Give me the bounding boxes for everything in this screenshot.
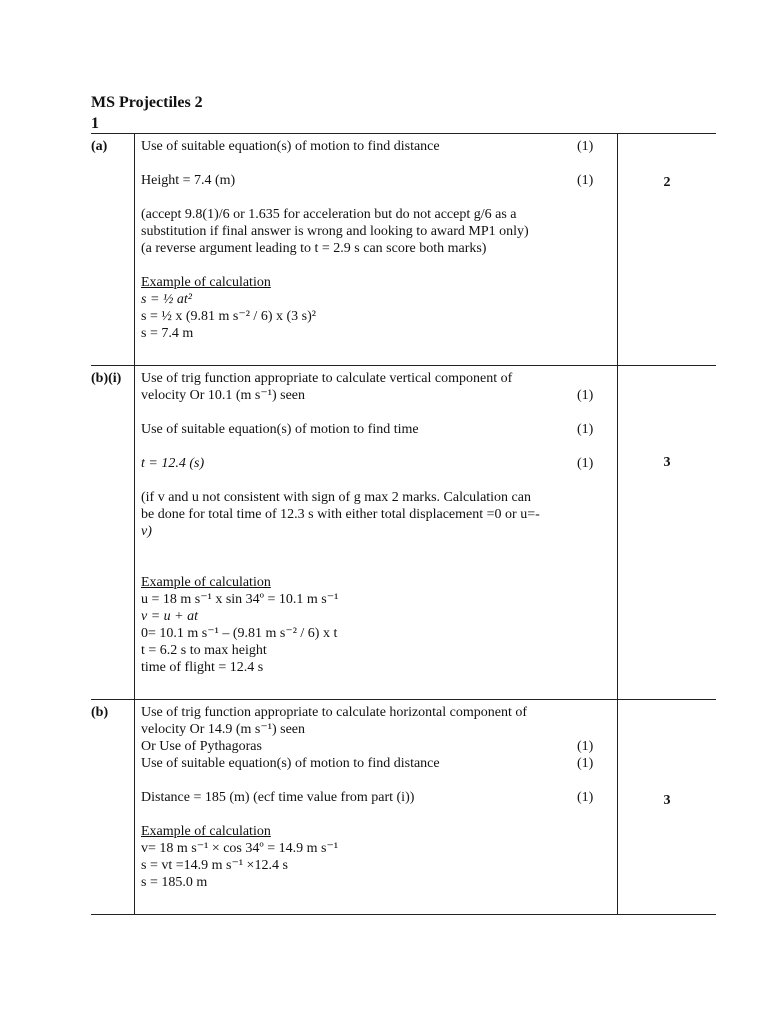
total-marks: 3 bbox=[663, 455, 671, 470]
marking-point bbox=[141, 387, 617, 404]
marking-point bbox=[141, 755, 617, 772]
marking-point bbox=[141, 789, 617, 806]
part-label: (b)(i) bbox=[91, 366, 135, 700]
marking-point-text: Use of suitable equation(s) of motion to find distance bbox=[141, 756, 440, 771]
part-label: (a) bbox=[91, 134, 135, 366]
total-marks-cell bbox=[618, 366, 717, 700]
example-heading: Example of calculation bbox=[141, 824, 271, 839]
table-row-b-i bbox=[91, 366, 716, 700]
marking-point-text: Use of trig function appropriate to calculate horizontal component of bbox=[141, 705, 528, 720]
mark-value: (1) bbox=[577, 388, 594, 403]
calculation-line: v= 18 m s⁻¹ × cos 34º = 14.9 m s⁻¹ bbox=[141, 841, 339, 856]
guidance-note: substitution if final answer is wrong and looking to award MP1 only) bbox=[141, 224, 529, 239]
calculation-line: s = 185.0 m bbox=[141, 875, 208, 890]
marking-point bbox=[141, 455, 617, 472]
mark-scheme-body bbox=[135, 366, 618, 700]
calculation-line: s = ½ x (9.81 m s⁻² / 6) x (3 s)² bbox=[141, 309, 316, 324]
document-title: MS Projectiles 2 bbox=[91, 94, 203, 111]
calculation-line: time of flight = 12.4 s bbox=[141, 660, 264, 675]
marking-point-text: velocity Or 14.9 (m s⁻¹) seen bbox=[141, 722, 305, 737]
guidance-note: v) bbox=[141, 524, 152, 539]
marking-point bbox=[141, 738, 617, 755]
guidance-note: (if v and u not consistent with sign of g max 2 marks. Calculation can bbox=[141, 490, 531, 505]
mark-value: (1) bbox=[577, 422, 594, 437]
marking-point-text: Use of trig function appropriate to calculate vertical component of bbox=[141, 371, 513, 386]
marking-point-text: velocity Or 10.1 (m s⁻¹) seen bbox=[141, 388, 305, 403]
mark-scheme-body bbox=[135, 700, 618, 915]
calculation-line: s = vt =14.9 m s⁻¹ ×12.4 s bbox=[141, 858, 288, 873]
total-marks-cell bbox=[618, 134, 717, 366]
mark-value: (1) bbox=[577, 139, 594, 154]
question-number: 1 bbox=[91, 115, 99, 132]
part-label: (b) bbox=[91, 700, 135, 915]
calculation-line: u = 18 m s⁻¹ x sin 34º = 10.1 m s⁻¹ bbox=[141, 592, 339, 607]
mark-scheme-body bbox=[135, 134, 618, 366]
mark-value: (1) bbox=[577, 756, 594, 771]
calculation-line: t = 6.2 s to max height bbox=[141, 643, 267, 658]
marking-point bbox=[141, 138, 617, 155]
marking-point-text: Height = 7.4 (m) bbox=[141, 173, 236, 188]
mark-value: (1) bbox=[577, 790, 594, 805]
calculation-line: v = u + at bbox=[141, 609, 198, 624]
total-marks: 3 bbox=[663, 793, 671, 808]
mark-value: (1) bbox=[577, 173, 594, 188]
total-marks-cell bbox=[618, 700, 717, 915]
marking-point-text: Use of suitable equation(s) of motion to find time bbox=[141, 422, 419, 437]
marking-point-text: Or Use of Pythagoras bbox=[141, 739, 262, 754]
marking-point-text: Use of suitable equation(s) of motion to find distance bbox=[141, 139, 440, 154]
guidance-note: be done for total time of 12.3 s with either total displacement =0 or u=- bbox=[141, 507, 540, 522]
mark-value: (1) bbox=[577, 739, 594, 754]
calculation-line: 0= 10.1 m s⁻¹ – (9.81 m s⁻² / 6) x t bbox=[141, 626, 338, 641]
example-heading: Example of calculation bbox=[141, 275, 271, 290]
guidance-note: (a reverse argument leading to t = 2.9 s can score both marks) bbox=[141, 241, 487, 256]
guidance-note: (accept 9.8(1)/6 or 1.635 for acceleration but do not accept g/6 as a bbox=[141, 207, 517, 222]
calculation-line: s = 7.4 m bbox=[141, 326, 194, 341]
marking-point-text: t = 12.4 (s) bbox=[141, 456, 205, 471]
mark-scheme-table bbox=[91, 133, 716, 915]
example-heading: Example of calculation bbox=[141, 575, 271, 590]
total-marks: 2 bbox=[663, 175, 671, 190]
calculation-line: s = ½ at² bbox=[141, 292, 192, 307]
marking-point bbox=[141, 421, 617, 438]
marking-point bbox=[141, 172, 617, 189]
table-row-a bbox=[91, 134, 716, 366]
table-row-b bbox=[91, 700, 716, 915]
marking-point-text: Distance = 185 (m) (ecf time value from part (i)) bbox=[141, 790, 415, 805]
mark-value: (1) bbox=[577, 456, 594, 471]
